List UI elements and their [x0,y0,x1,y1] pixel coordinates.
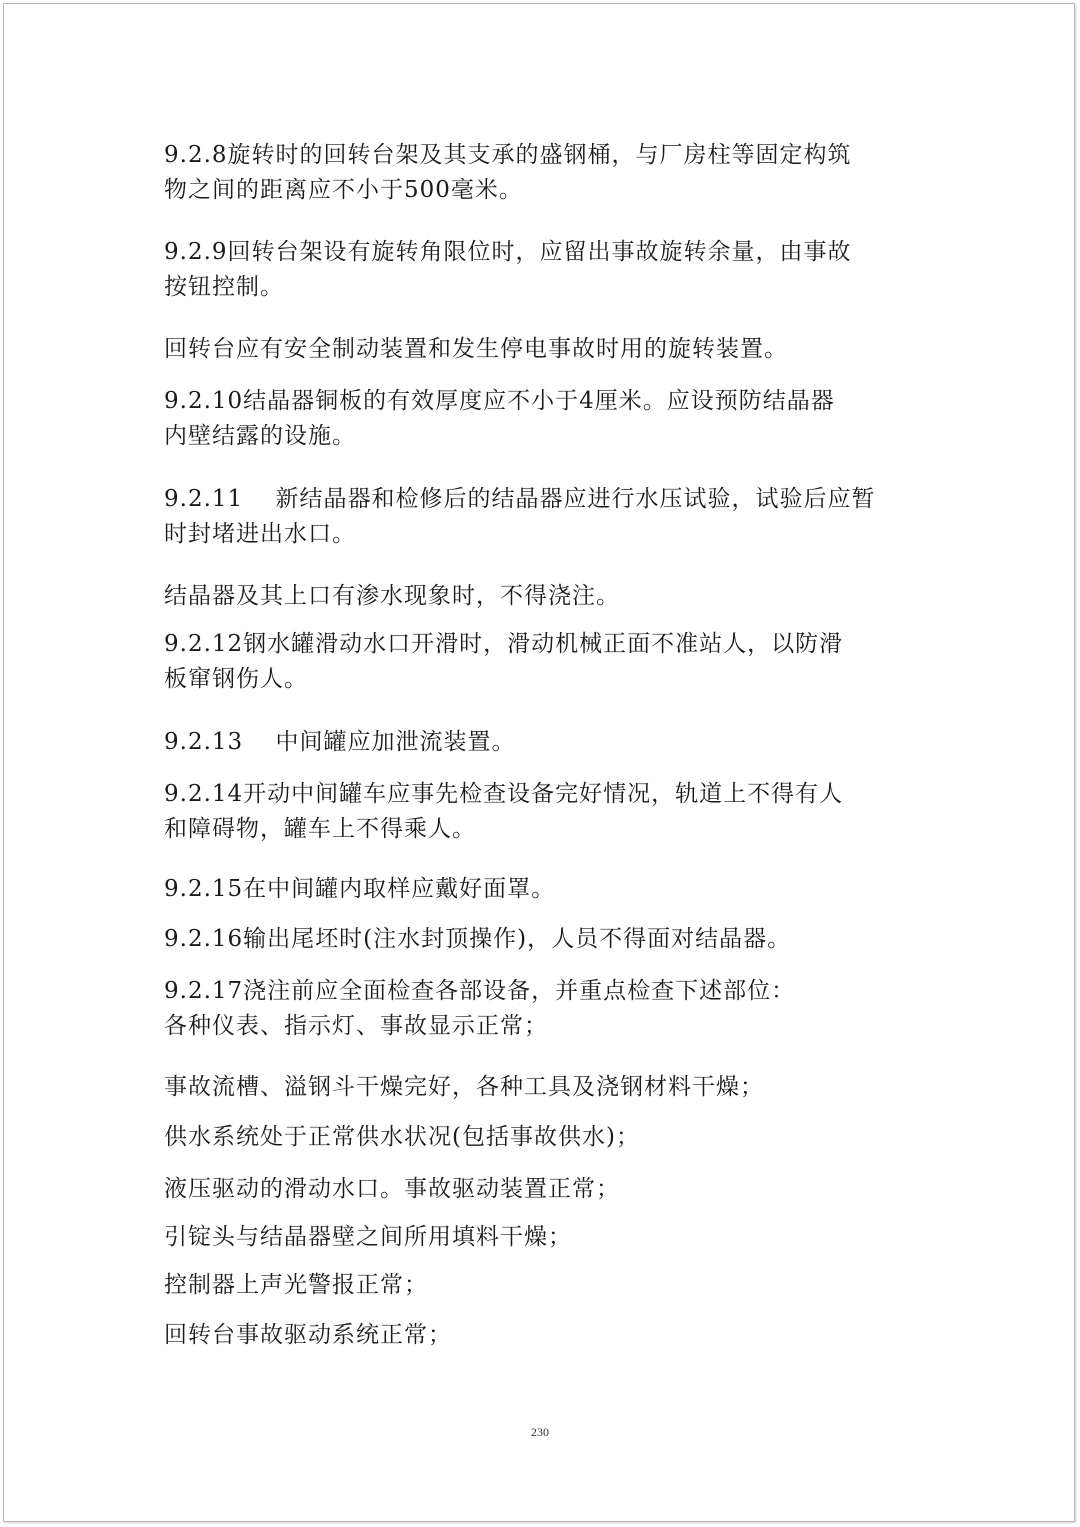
paragraph-check-hydraulic [164,1172,924,1207]
paragraph-line: 回转台应有安全制动装置和发生停电事故时用的旋转装置。 [164,336,788,362]
paragraph-line: 供水系统处于正常供水状况(包括事故供水)； [164,1124,640,1150]
paragraph-line: 9.2.9回转台架设有旋转角限位时，应留出事故旋转余量，由事故 [164,239,852,265]
paragraph-line: 各种仪表、指示灯、事故显示正常； [164,1013,548,1039]
paragraph-line: 结晶器及其上口有渗水现象时，不得浇注。 [164,583,620,609]
paragraph-9-2-15 [164,872,924,907]
paragraph-line: 9.2.13 中间罐应加泄流装置。 [164,729,516,755]
paragraph-9-2-14 [164,777,924,847]
page-number: 230 [531,1425,549,1439]
paragraph-9-2-17 [164,974,924,1044]
paragraph-line: 9.2.16输出尾坯时(注水封顶操作)，人员不得面对结晶器。 [164,926,792,952]
paragraph-9-2-13 [164,725,924,760]
paragraph-line: 物之间的距离应不小于500毫米。 [164,177,523,203]
paragraph-9-2-8 [164,138,924,208]
paragraph-line: 9.2.8旋转时的回转台架及其支承的盛钢桶，与厂房柱等固定构筑 [164,142,852,168]
paragraph-crystallizer-leak [164,579,924,614]
paragraph-check-dummy-bar [164,1220,924,1255]
paragraph-9-2-12 [164,627,924,697]
paragraph-line: 板窜钢伤人。 [164,666,308,692]
paragraph-line: 9.2.15在中间罐内取样应戴好面罩。 [164,876,556,902]
paragraph-line: 9.2.17浇注前应全面检查各部设备，并重点检查下述部位： [164,978,796,1004]
paragraph-check-rotary-drive [164,1318,924,1353]
paragraph-line: 9.2.10结晶器铜板的有效厚度应不小于4厘米。应设预防结晶器 [164,388,835,414]
paragraph-line: 和障碍物，罐车上不得乘人。 [164,816,476,842]
paragraph-line: 9.2.11 新结晶器和检修后的结晶器应进行水压试验，试验后应暂 [164,486,876,512]
paragraph-line: 液压驱动的滑动水口。事故驱动装置正常； [164,1176,620,1202]
paragraph-line: 按钮控制。 [164,274,284,300]
paragraph-9-2-11 [164,482,924,552]
paragraph-check-alarm [164,1268,924,1303]
paragraph-9-2-9 [164,235,924,305]
paragraph-check-water [164,1120,924,1155]
paragraph-9-2-10 [164,384,924,454]
paragraph-line: 引锭头与结晶器壁之间所用填料干燥； [164,1224,572,1250]
paragraph-rotary-brake [164,332,924,367]
paragraph-line: 时封堵进出水口。 [164,521,356,547]
paragraph-line: 9.2.14开动中间罐车应事先检查设备完好情况，轨道上不得有人 [164,781,844,807]
paragraph-line: 事故流槽、溢钢斗干燥完好，各种工具及浇钢材料干燥； [164,1074,764,1100]
paragraph-9-2-16 [164,922,924,957]
paragraph-line: 回转台事故驱动系统正常； [164,1322,452,1348]
document-page [3,3,1075,1522]
paragraph-line: 控制器上声光警报正常； [164,1272,428,1298]
paragraph-line: 9.2.12钢水罐滑动水口开滑时，滑动机械正面不准站人，以防滑 [164,631,844,657]
paragraph-check-runner [164,1070,924,1105]
paragraph-line: 内壁结露的设施。 [164,423,356,449]
